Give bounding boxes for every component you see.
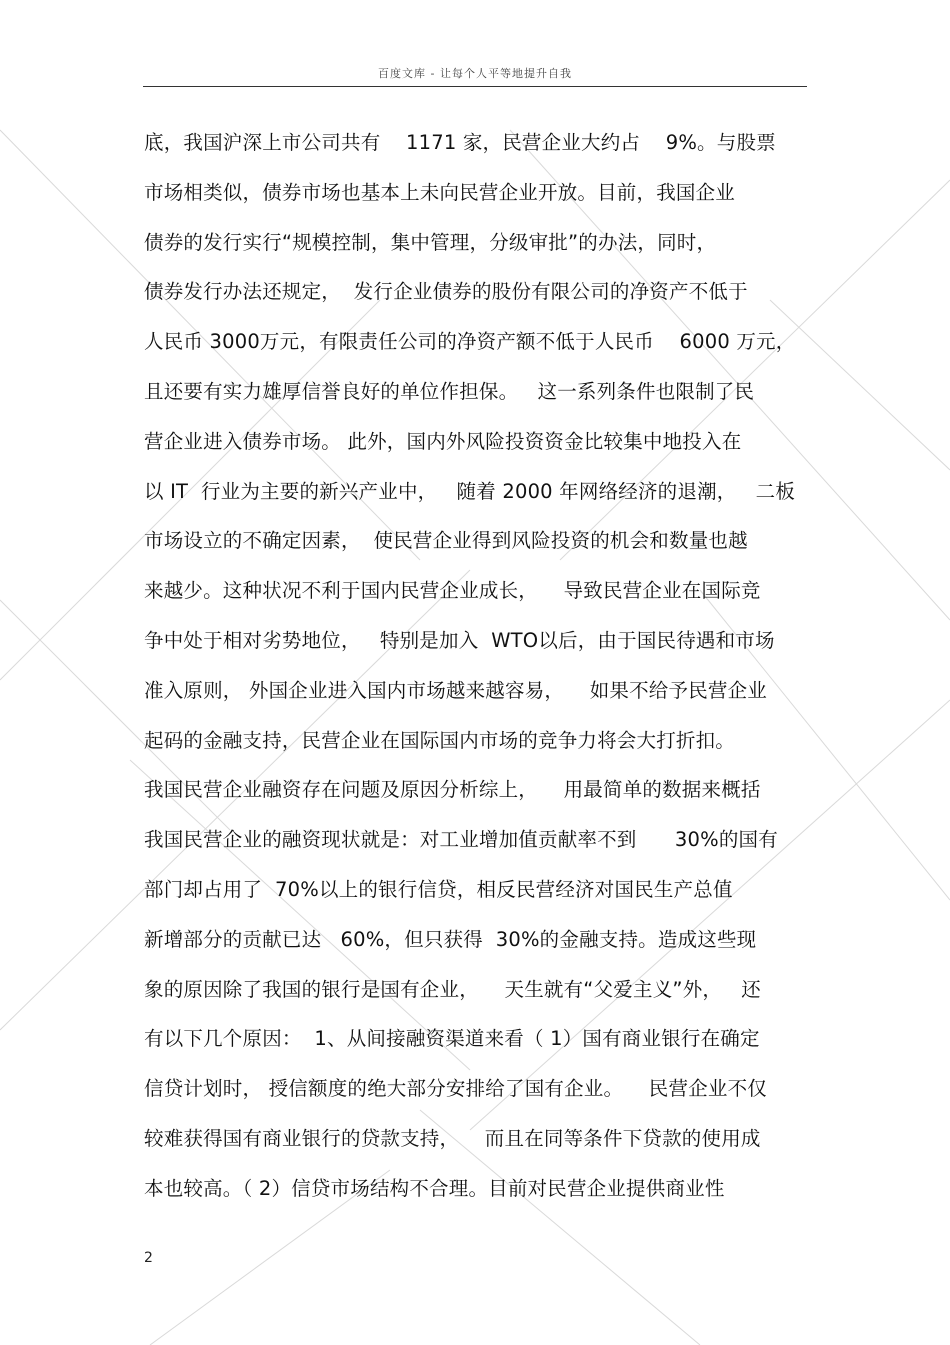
text-line: 象的原因除了我国的银行是国有企业， 天生就有“父爱主义”外， 还 — [144, 977, 761, 1001]
page-header: 百度文库 - 让每个人平等地提升自我 — [143, 62, 807, 87]
text-line: 市场相类似，债券市场也基本上未向民营企业开放。目前，我国企业 — [144, 180, 736, 204]
text-line: 债券发行办法还规定， 发行企业债券的股份有限公司的净资产不低于 — [144, 280, 748, 304]
text-line: 债券的发行实行“规模控制，集中管理，分级审批”的办法，同时， — [144, 230, 717, 254]
body-paragraph — [144, 118, 809, 1214]
text-line: 准入原则， 外国企业进入国内市场越来越容易， 如果不给予民营企业 — [144, 678, 767, 702]
text-line: 较难获得国有商业银行的贷款支持， 而且在同等条件下贷款的使用成 — [144, 1126, 761, 1150]
page-number: 2 — [144, 1250, 153, 1266]
text-line: 新增部分的贡献已达 60%，但只获得 30%的金融支持。造成这些现 — [144, 927, 757, 951]
text-line: 来越少。这种状况不利于国内民营企业成长， 导致民营企业在国际竞 — [144, 579, 761, 603]
text-line: 市场设立的不确定因素， 使民营企业得到风险投资的机会和数量也越 — [144, 529, 748, 553]
text-line: 以 IT 行业为主要的新兴产业中， 随着 2000 年网络经济的退潮， 二板 — [144, 479, 796, 503]
text-line: 部门却占用了 70%以上的银行信贷，相反民营经济对国民生产总值 — [144, 877, 733, 901]
text-line: 我国民营企业的融资现状就是：对工业增加值贡献率不到 30%的国有 — [144, 828, 778, 852]
text-line: 人民币 3000万元，有限责任公司的净资产额不低于人民币 6000 万元， — [144, 330, 796, 354]
text-line: 且还要有实力雄厚信誉良好的单位作担保。 这一系列条件也限制了民 — [144, 379, 755, 403]
text-line: 营企业进入债券市场。 此外，国内外风险投资资金比较集中地投入在 — [144, 429, 742, 453]
text-line: 起码的金融支持，民营企业在国际国内市场的竞争力将会大打折扣。 — [144, 728, 736, 752]
text-line: 我国民营企业融资存在问题及原因分析综上， 用最简单的数据来概括 — [144, 778, 761, 802]
text-line: 底，我国沪深上市公司共有 1171 家，民营企业大约占 9%。与股票 — [144, 131, 776, 154]
text-line: 本也较高。（ 2）信贷市场结构不合理。目前对民营企业提供商业性 — [144, 1176, 725, 1200]
text-line: 争中处于相对劣势地位， 特别是加入 WTO以后，由于国民待遇和市场 — [144, 628, 775, 652]
text-line: 信贷计划时， 授信额度的绝大部分安排给了国有企业。 民营企业不仅 — [144, 1077, 767, 1101]
text-line: 有以下几个原因： 1、从间接融资渠道来看（ 1）国有商业银行在确定 — [144, 1027, 760, 1051]
